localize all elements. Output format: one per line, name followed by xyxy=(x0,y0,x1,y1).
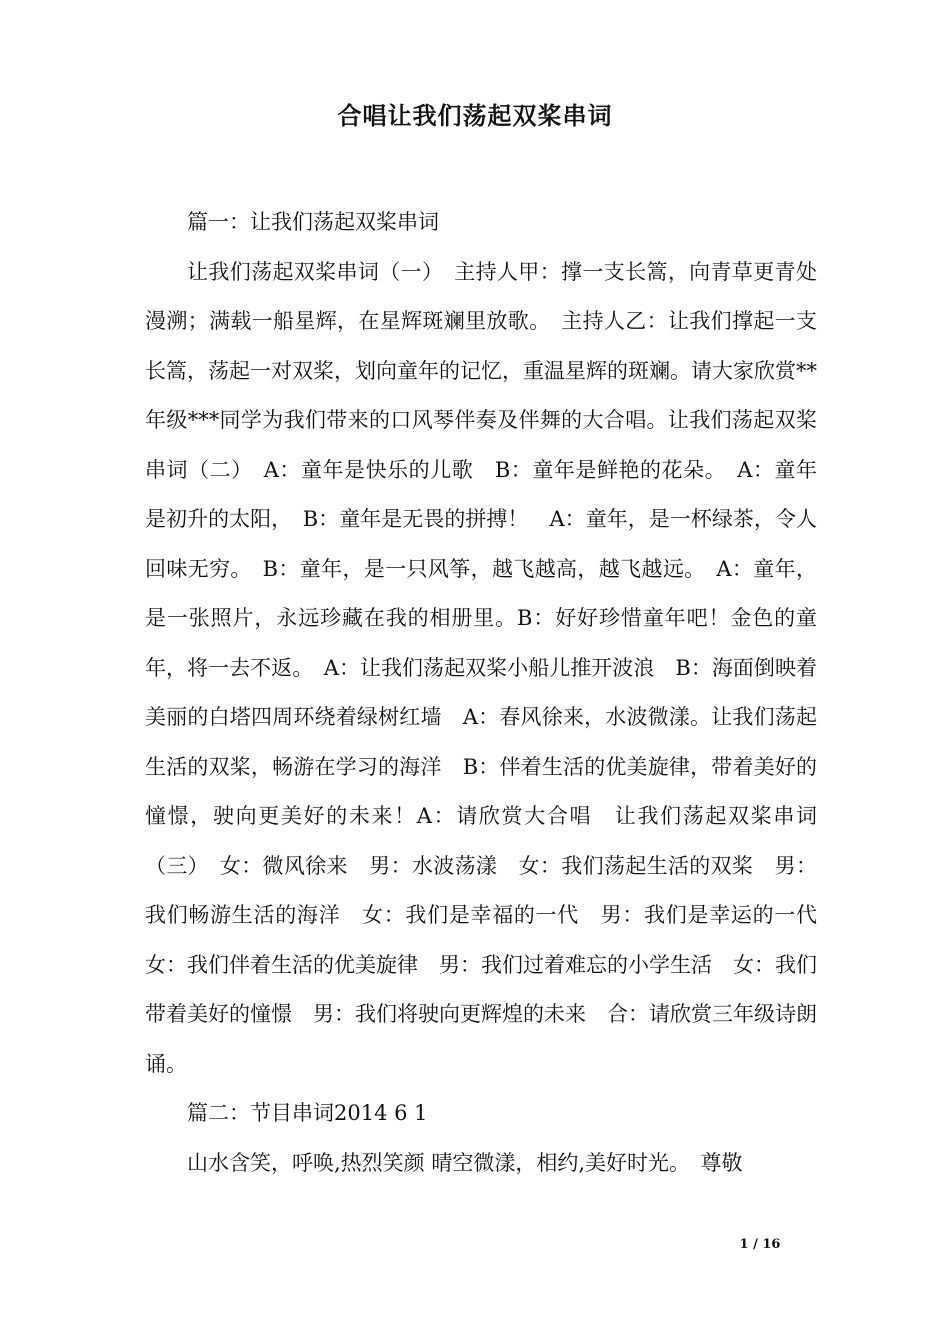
section-heading-1: 篇一：让我们荡起双桨串词 xyxy=(187,210,439,234)
section-heading-2: 篇二：节目串词2014 6 1 xyxy=(187,1101,428,1125)
page-number: 1 / 16 xyxy=(739,1237,781,1252)
body-paragraph: 让我们荡起双桨串词（一） 主持人甲：撑一支长篙，向青草更青处漫溯；满载一船星辉，在星辉斑斓里放歌。 主持人乙：让我们撑起一支长篙，荡起一对双桨，划向童年的记忆，重温星辉的斑斓。请大家欣赏**年级***同学为我们带来的口风琴伴奏及伴舞的大合唱。让我们荡起双桨串词（二） A：童年是快乐的儿歌 B：童年是鲜艳的花朵。 A：童年是初升的太阳， B：童年是无畏的拼搏！ A：童年，是一杯绿茶，令人回味无穷。 B：童年，是一只风筝，越飞越高，越飞越远。 A：童年，是一张照片，永远珍藏在我的相册里。B：好好珍惜童年吧！金色的童年，将一去不返。 A：让我们荡起双桨小船儿推开波浪 B：海面倒映着美丽的白塔四周环绕着绿树红墙 A：春风徐来，水波微漾。让我们荡起生活的双桨，畅游在学习的海洋 B：伴着生活的优美旋律，带着美好的憧憬，驶向更美好的未来！A：请欣赏大合唱 让我们荡起双桨串词（三） 女：微风徐来 男：水波荡漾 女：我们荡起生活的双桨 男：我们畅游生活的海洋 女：我们是幸福的一代 男：我们是幸运的一代 女：我们伴着生活的优美旋律 男：我们过着难忘的小学生活 女：我们带着美好的憧憬 男：我们将驶向更辉煌的未来 合：请欣赏三年级诗朗诵。 xyxy=(145,259,838,1076)
document-body xyxy=(145,198,838,1188)
body-paragraph: 山水含笑，呼唤,热烈笑颜 晴空微漾，相约,美好时光。 尊敬 xyxy=(187,1150,743,1175)
document-title: 合唱让我们荡起双桨串词 xyxy=(337,102,613,130)
